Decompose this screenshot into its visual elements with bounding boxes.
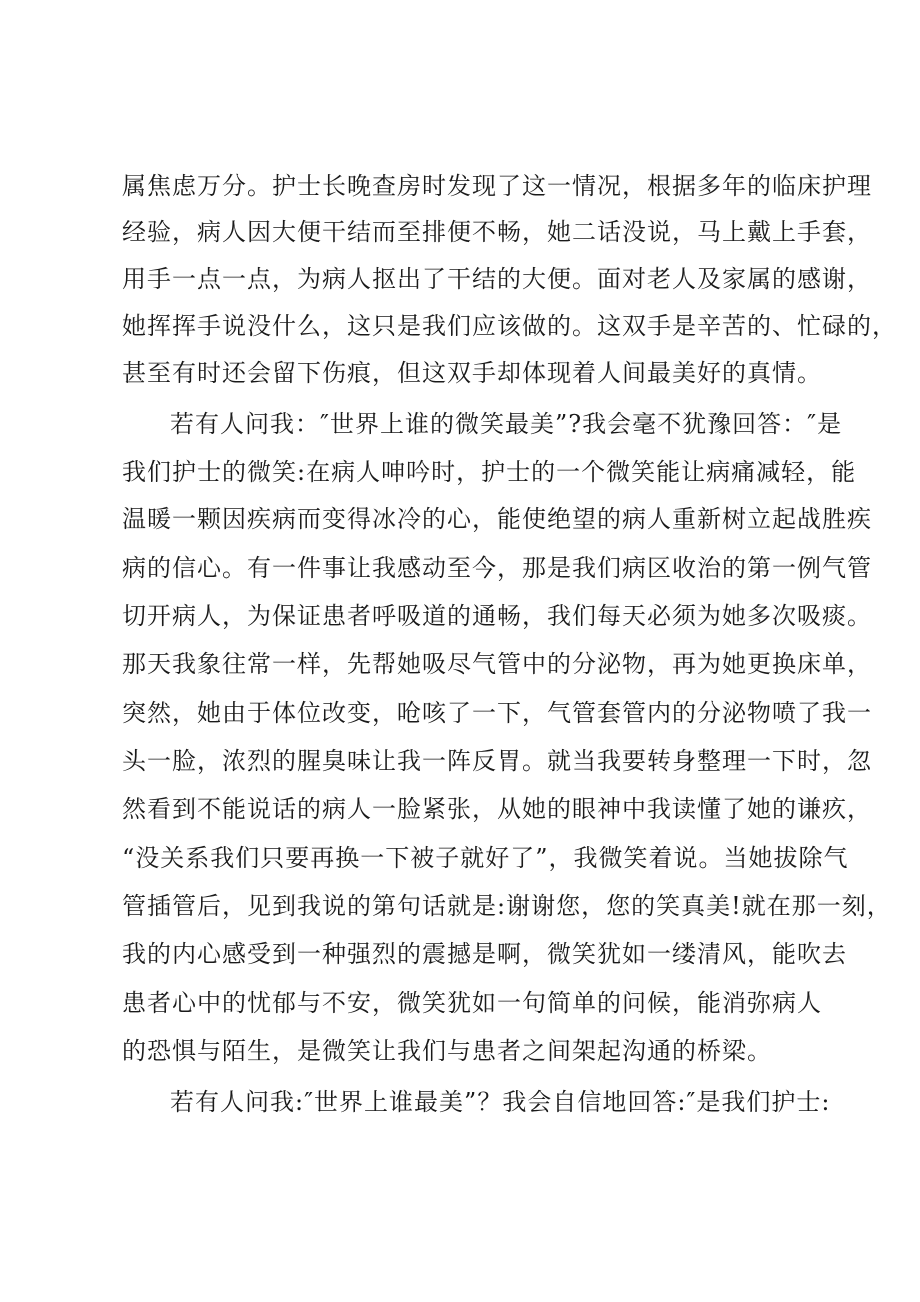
- text-line: 病的信心。有一件事让我感动至今，那是我们病区收治的第一例气管: [122, 554, 872, 582]
- text-line: 我的内心感受到一种强烈的震撼是啊，微笑犹如一缕清风，能吹去: [122, 940, 847, 968]
- text-line: 属焦虑万分。护士长晚查房时发现了这一情况，根据多年的临床护理: [122, 172, 872, 200]
- text-line: 头一脸，浓烈的腥臭味让我一阵反胃。就当我要转身整理一下时，忽: [122, 747, 872, 775]
- text-line: 甚至有时还会留下伤痕，但这双手却体现着人间最美好的真情。: [122, 359, 822, 387]
- text-line: 经验，病人因大便干结而至排便不畅，她二话没说，马上戴上手套，: [122, 218, 872, 246]
- text-line: 突然，她由于体位改变，呛咳了一下，气管套管内的分泌物喷了我一: [122, 699, 872, 727]
- paragraph-start-line: 若有人问我：″世界上谁的微笑最美”?我会毫不犹豫回答：″是: [170, 410, 843, 438]
- text-line: 切开病人，为保证患者呼吸道的通畅，我们每天必须为她多次吸痰。: [122, 602, 872, 630]
- text-line: 用手一点一点，为病人抠出了干结的大便。面对老人及家属的感谢，: [122, 265, 872, 293]
- text-line: 那天我象往常一样，先帮她吸尽气管中的分泌物，再为她更换床单，: [122, 650, 872, 678]
- text-line: 管插管后，见到我说的第句话就是:谢谢您，您的笑真美!就在那一刻，: [122, 892, 892, 920]
- text-line: 然看到不能说话的病人一脸紧张，从她的眼神中我读懂了她的谦疚，: [122, 795, 872, 823]
- text-line: 温暖一颗因疾病而变得冰冷的心，能使绝望的病人重新树立起战胜疾: [122, 505, 872, 533]
- text-line: 的恐惧与陌生，是微笑让我们与患者之间架起沟通的桥梁。: [122, 1037, 772, 1065]
- paragraph-start-line: 若有人问我:″世界上谁最美”？我会自信地回答:″是我们护士:: [170, 1088, 831, 1116]
- text-line: 她挥挥手说没什么，这只是我们应该做的。这双手是辛苦的、忙碌的，: [122, 312, 897, 340]
- text-line: “没关系我们只要再换一下被子就好了”，我微笑着说。当她拔除气: [122, 844, 849, 872]
- text-line: 我们护士的微笑:在病人呻吟时，护士的一个微笑能让病痛减轻，能: [122, 458, 857, 486]
- text-line: 患者心中的忧郁与不安，微笑犹如一句简单的问候，能消弥病人: [122, 989, 822, 1017]
